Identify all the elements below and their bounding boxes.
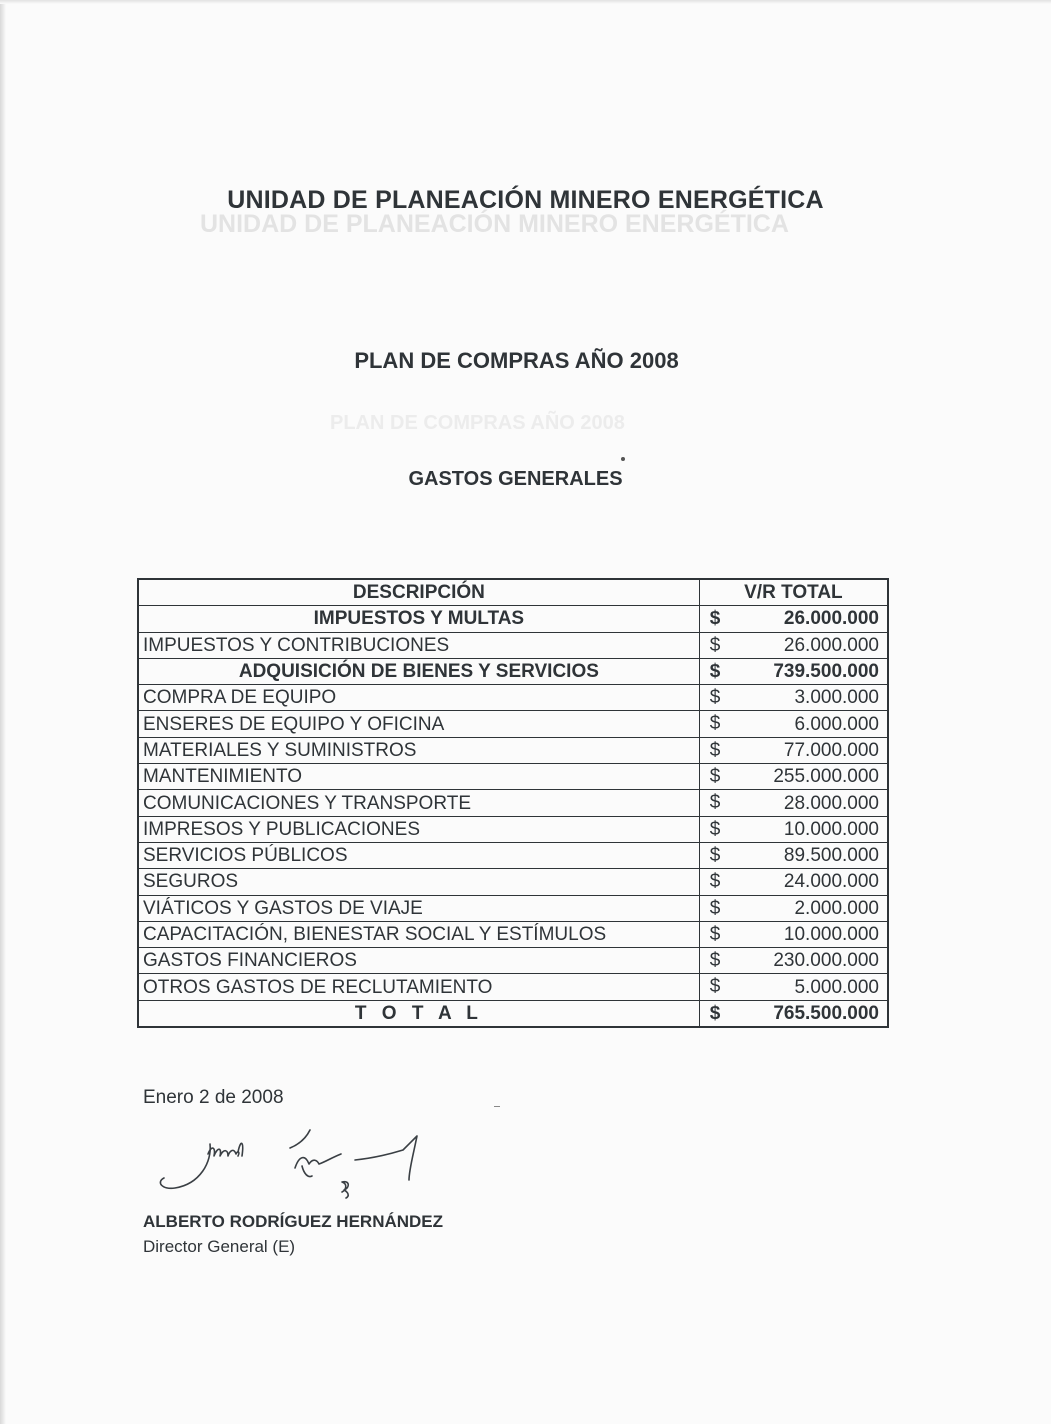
currency-symbol: $: [709, 792, 721, 814]
row-description: ENSERES DE EQUIPO Y OFICINA: [138, 711, 699, 737]
section-title: GASTOS GENERALES: [408, 468, 623, 490]
row-amount-cell: [699, 606, 888, 632]
header-value: V/R TOTAL: [699, 579, 888, 606]
row-amount: 26.000.000: [783, 608, 879, 630]
currency-symbol: $: [709, 713, 721, 735]
currency-symbol: $: [709, 739, 721, 761]
row-description: T O T A L: [138, 1000, 699, 1027]
row-amount: 6.000.000: [794, 713, 879, 735]
table-row: [138, 921, 888, 947]
total-row: [138, 1000, 888, 1027]
table-row: [138, 685, 888, 711]
currency-symbol: $: [709, 976, 721, 998]
table-row: [138, 948, 888, 974]
row-amount: 230.000.000: [773, 950, 879, 972]
currency-symbol: $: [709, 687, 721, 709]
currency-symbol: $: [709, 844, 721, 866]
row-amount-cell: [699, 869, 888, 895]
page-edge-shadow-top: [0, 0, 1051, 4]
currency-symbol: $: [709, 871, 721, 893]
row-amount: 77.000.000: [783, 739, 879, 761]
row-amount: 5.000.000: [794, 976, 879, 998]
row-amount-cell: [699, 764, 888, 790]
table-row: [138, 816, 888, 842]
table-row: [138, 842, 888, 868]
row-amount-cell: [699, 1000, 888, 1027]
row-description: IMPUESTOS Y MULTAS: [138, 606, 699, 632]
row-amount: 26.000.000: [783, 634, 879, 656]
table-row: [138, 711, 888, 737]
currency-symbol: $: [709, 766, 721, 788]
row-amount-cell: [699, 632, 888, 658]
currency-symbol: $: [709, 634, 721, 656]
currency-symbol: $: [709, 897, 721, 919]
row-amount: 24.000.000: [783, 871, 879, 893]
row-amount-cell: [699, 895, 888, 921]
row-amount: 10.000.000: [783, 924, 879, 945]
row-amount-cell: [699, 737, 888, 763]
row-amount-cell: [699, 842, 888, 868]
row-amount: 255.000.000: [773, 766, 879, 788]
row-description: GASTOS FINANCIEROS: [138, 948, 699, 974]
currency-symbol: $: [709, 608, 721, 630]
table-row: [138, 790, 888, 816]
row-amount: 28.000.000: [783, 792, 879, 814]
row-amount-cell: [699, 685, 888, 711]
row-amount: 89.500.000: [783, 845, 879, 867]
currency-symbol: $: [709, 950, 721, 972]
category-row: [138, 606, 888, 632]
handwritten-signature: [150, 1122, 440, 1202]
signer-title: Director General (E): [143, 1237, 296, 1256]
table-row: [138, 895, 888, 921]
bleed-through-title: UNIDAD DE PLANEACIÓN MINERO ENERGÉTICA: [200, 210, 789, 238]
stray-mark: [621, 457, 625, 461]
row-description: ADQUISICIÓN DE BIENES Y SERVICIOS: [138, 658, 699, 684]
row-description: CAPACITACIÓN, BIENESTAR SOCIAL Y ESTÍMULOS: [138, 921, 699, 947]
table-row: [138, 869, 888, 895]
stray-mark: [494, 1106, 500, 1107]
table-row: [138, 764, 888, 790]
currency-symbol: $: [709, 923, 721, 945]
document-date: Enero 2 de 2008: [143, 1087, 284, 1108]
row-amount-cell: [699, 711, 888, 737]
row-description: MATERIALES Y SUMINISTROS: [138, 737, 699, 763]
row-amount: 765.500.000: [773, 1002, 879, 1024]
currency-symbol: $: [709, 818, 721, 840]
row-description: SERVICIOS PÚBLICOS: [138, 842, 699, 868]
row-amount: 2.000.000: [794, 897, 879, 919]
row-description: VIÁTICOS Y GASTOS DE VIAJE: [138, 895, 699, 921]
row-amount-cell: [699, 921, 888, 947]
row-description: COMPRA DE EQUIPO: [138, 685, 699, 711]
row-amount: 3.000.000: [794, 687, 879, 709]
currency-symbol: $: [709, 1002, 721, 1024]
header-description: DESCRIPCIÓN: [138, 579, 699, 606]
plan-title: PLAN DE COMPRAS AÑO 2008: [354, 348, 679, 373]
row-description: OTROS GASTOS DE RECLUTAMIENTO: [138, 974, 699, 1000]
row-description: IMPRESOS Y PUBLICACIONES: [138, 816, 699, 842]
currency-symbol: $: [709, 660, 721, 682]
signer-name: ALBERTO RODRÍGUEZ HERNÁNDEZ: [143, 1212, 444, 1231]
row-amount-cell: [699, 816, 888, 842]
table-row: [138, 737, 888, 763]
row-amount-cell: [699, 948, 888, 974]
organization-title: UNIDAD DE PLANEACIÓN MINERO ENERGÉTICA: [227, 186, 824, 214]
row-description: SEGUROS: [138, 869, 699, 895]
row-amount-cell: [699, 790, 888, 816]
row-amount: 739.500.000: [773, 661, 879, 683]
row-amount-cell: [699, 658, 888, 684]
row-amount-cell: [699, 974, 888, 1000]
table-row: [138, 974, 888, 1000]
bleed-through-subtitle: PLAN DE COMPRAS AÑO 2008: [330, 412, 625, 434]
row-description: COMUNICACIONES Y TRANSPORTE: [138, 790, 699, 816]
table-header-row: [138, 579, 888, 606]
row-description: MANTENIMIENTO: [138, 764, 699, 790]
row-amount: 10.000.000: [783, 818, 879, 840]
row-description: IMPUESTOS Y CONTRIBUCIONES: [138, 632, 699, 658]
purchase-plan-table: [137, 578, 889, 1028]
category-row: [138, 658, 888, 684]
table-row: [138, 632, 888, 658]
